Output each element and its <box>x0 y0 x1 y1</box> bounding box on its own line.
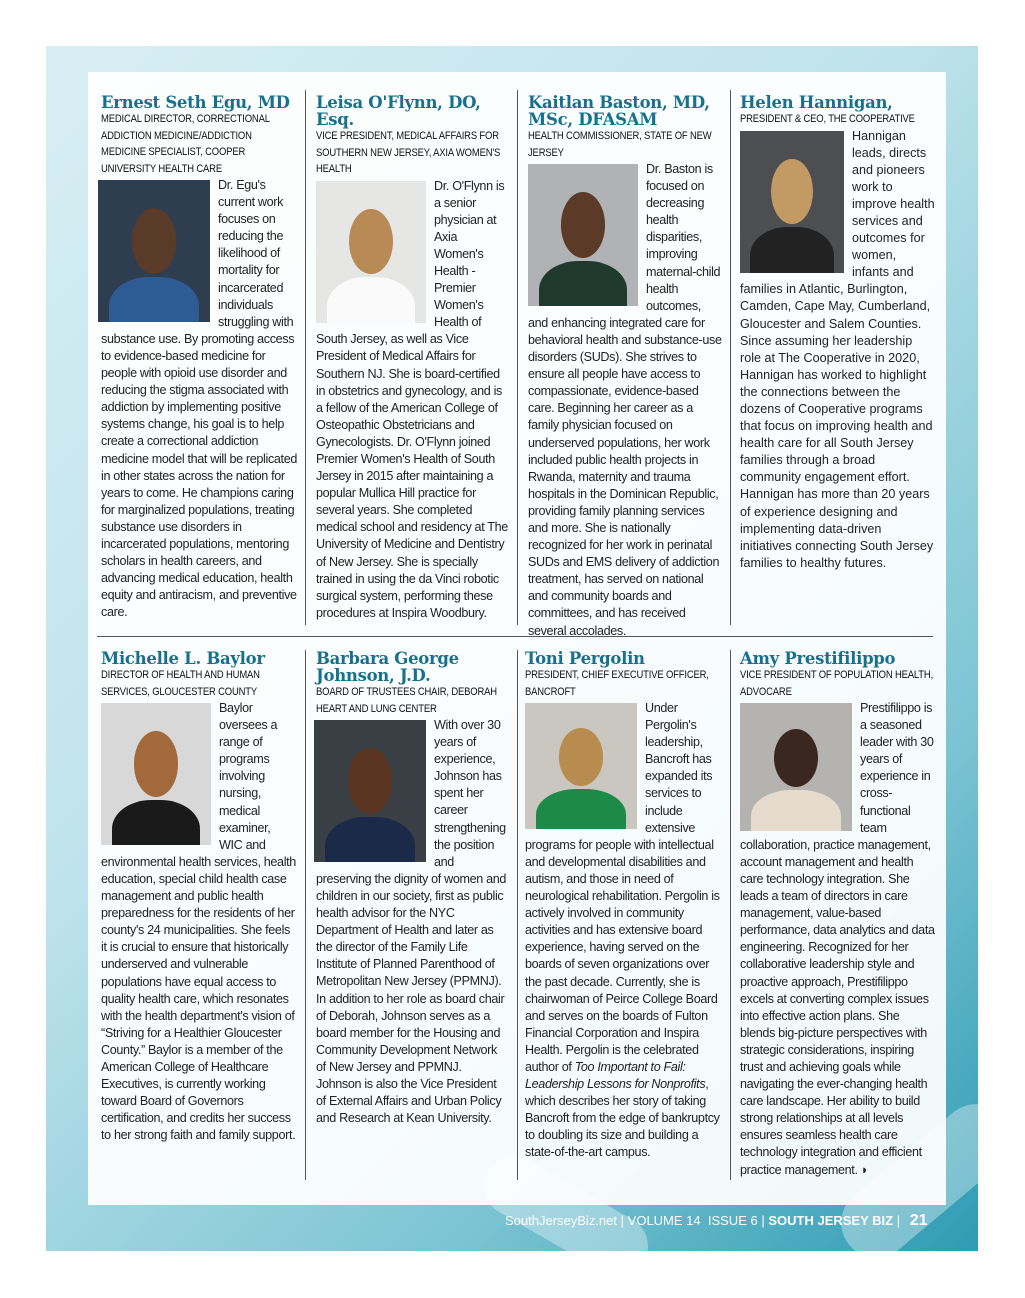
profile-photo <box>740 131 844 273</box>
profile-title: PRESIDENT & CEO, THE COOPERATIVE <box>740 113 915 125</box>
column-divider <box>305 90 306 625</box>
profile-johnson <box>316 650 508 1127</box>
profile-photo <box>316 181 426 323</box>
profile-photo <box>525 703 637 829</box>
column-divider <box>305 650 306 1180</box>
profile-oflynn <box>316 94 508 622</box>
footer-separator: | <box>620 1213 625 1228</box>
profile-name: Amy Prestifilippo <box>740 649 896 668</box>
profile-title: PRESIDENT, CHIEF EXECUTIVE OFFICER, BANCROFT <box>525 669 709 698</box>
profile-title: VICE PRESIDENT, MEDICAL AFFAIRS FOR SOUTHERN NEW JERSEY, AXIA WOMEN'S HEALTH <box>316 130 501 175</box>
profile-hannigan <box>740 94 936 572</box>
profile-name: Michelle L. Baylor <box>101 649 265 668</box>
profile-baylor <box>101 650 297 1144</box>
row-divider <box>97 636 933 637</box>
profile-photo <box>740 703 852 831</box>
column-divider <box>730 90 731 625</box>
footer-separator: | <box>896 1213 901 1228</box>
profile-name: Ernest Seth Egu, MD <box>101 93 290 112</box>
profile-prestifilippo <box>740 650 936 1179</box>
profile-title: VICE PRESIDENT OF POPULATION HEALTH, ADVOCARE <box>740 669 934 698</box>
bio-text: Under Pergolin's leadership, Bancroft has expanded its services to include extensive programs for people with intellectual and developmental disabilities and autism, and those in need of neurological rehabilitation. Pergolin is actively involved in community activities and has extensive board experience, having served on the boards of seven organizations over the past decade. Currently, she is chairwoman of Peirce College Board and serves on the boards of Fulton Financial Corporation and Inspira Health. Pergolin is the celebrated author of <box>525 701 720 1074</box>
column-divider <box>517 650 518 1180</box>
profile-bio: With over 30 years of experience, Johnson has spent her career strengthening the position and preserving the dignity of women and children in our society, first as public health advisor for the NYC Department of Health and later as the director of the Family Life Institute of Planned Parenthood of Metropolitan New Jersey (PPMNJ). In addition to her role as board chair of Deborah, Johnson serves as a board member for the Housing and Community Development Network of New Jersey and PPMNJ. Johnson is also the Vice President of External Affairs and Urban Policy and Research at Kean University. <box>316 718 507 1126</box>
profile-title: DIRECTOR OF HEALTH AND HUMAN SERVICES, GLOUCESTER COUNTY <box>101 669 260 698</box>
column-divider <box>517 90 518 625</box>
profile-photo <box>101 703 211 845</box>
profile-photo <box>314 720 426 862</box>
profile-pergolin <box>525 650 723 1162</box>
page-number: 21 <box>909 1212 928 1229</box>
profile-name: Toni Pergolin <box>525 649 645 668</box>
profile-title: BOARD OF TRUSTEES CHAIR, DEBORAH HEART AND LUNG CENTER <box>316 686 497 715</box>
bio-text: Prestifilippo is a seasoned leader with 30 years of experience in cross-functional team collaboration, practice management, account management and health care technology integration. She leads a team of directors in care management, value-based performance, data analytics and data engineering. Recognized for her collaborative leadership style and proactive approach, Prestifilippo excels at converting complex issues into effective action plans. She blends big-picture perspectives with strategic considerations, inspiring trust and achieving goals while navigating the ever-changing health care landscape. Her ability to build strong relationships at all levels ensures seamless health care technology integration and efficient practice management. <box>740 701 935 1177</box>
profile-bio: Hannigan leads, directs and pioneers work to improve health services and outcomes for women, infants and families in Atlantic, Burlington, Camden, Cape May, Cumberland, Gloucester and Salem Counties. Since assuming her leadership role at The Cooperative in 2020, Hannigan has worked to highlight the connections between the dozens of Cooperative programs that focus on improving health and health care for all South Jersey families through a broad community engagement effort. Hannigan has more than 20 years of experience designing and implementing data-driven initiatives connecting South Jersey families to healthy futures. <box>740 128 935 570</box>
book-title: Too Important to Fail: Leadership Lessons for Nonprofits <box>525 1059 706 1092</box>
end-mark-icon: ◗ <box>860 1162 869 1177</box>
column-divider <box>730 650 731 1180</box>
profile-bio: Dr. Baston is focused on decreasing health disparities, improving maternal-child health outcomes, and enhancing integrated care for behavioral health and substance-use disorders (SUDs). She strives to ensure all people have access to compassionate, evidence-based care. Beginning her career as a family physician focused on underserved populations, her work included public health projects in Rwanda, maternity and trauma hospitals in the Dominican Republic, providing family planning services and more. She is nationally recognized for her work in perinatal SUDs and EMS delivery of addiction treatment, has served on national and community boards and committees, and has received several accolades. <box>528 162 722 638</box>
profile-bio: Baylor oversees a range of programs involving nursing, medical examiner, WIC and environmental health services, health education, special child health case management and public health preparedness for the residents of her county's 24 municipalities. She feels it is crucial to ensure that historically underserved and vulnerable populations have equal access to quality health care, which resonates with the health department's vision of “Striving for a Healthier Gloucester County.” Baylor is a member of the American College of Healthcare Executives, is currently working toward Board of Governors certification, and credits her success to her strong faith and family support. <box>101 701 296 1143</box>
footer-separator: | <box>761 1213 765 1228</box>
footer-volume: VOLUME 14 ISSUE 6 <box>627 1213 758 1228</box>
profile-title: MEDICAL DIRECTOR, CORRECTIONAL ADDICTION MEDICINE/ADDICTION MEDICINE SPECIALIST, COOPER UNIVERSITY HEALTH CARE <box>101 113 270 175</box>
profile-name: Kaitlan Baston, MD, MSc, DFASAM <box>528 93 710 129</box>
footer-magazine: SOUTH JERSEY BIZ <box>768 1213 894 1228</box>
profile-photo <box>528 164 638 306</box>
profile-bio: Dr. O'Flynn is a senior physician at Axia Women's Health - Premier Women's Health of South Jersey, as well as Vice President of Medical Affairs for Southern NJ. She is board-certified in obstetrics and gynecology, and is a fellow of the American College of Osteopathic Obstetricians and Gynecologists. Dr. O'Flynn joined Premier Women's Health of South Jersey in 2015 after maintaining a popular Mullica Hill practice for several years. She completed medical school and residency at The University of Medicine and Dentistry of New Jersey. She is specially trained in using the da Vinci robotic surgical system, performing these procedures at Inspira Woodbury. <box>316 178 508 620</box>
bio-text: , which describes her story of taking Bancroft from the edge of bankruptcy to doubling its size and building a state-of-the-art campus. <box>525 1077 720 1160</box>
profile-photo <box>98 180 210 322</box>
profile-egu <box>101 94 297 621</box>
profile-baston <box>528 94 724 640</box>
profile-name: Helen Hannigan, <box>740 93 893 112</box>
profile-name: Barbara George Johnson, J.D. <box>316 649 459 685</box>
profile-name: Leisa O'Flynn, DO, Esq. <box>316 93 481 129</box>
footer-site: SouthJerseyBiz.net <box>505 1213 618 1228</box>
page-footer <box>505 1212 928 1230</box>
profile-bio: Dr. Egu's current work focuses on reducing the likelihood of mortality for incarcerated individuals struggling with substance use. By promoting access to evidence-based medicine for people with opioid use disorder and reducing the stigma associated with addiction by implementing positive systems change, his goal is to help create a correctional addiction medicine model that will be replicated in other states across the nation for years to come. He champions caring for marginalized populations, treating substance use disorders in incarcerated populations, mentoring scholars in health careers, and advancing medical education, health equity and antiracism, and preventive care. <box>101 178 298 620</box>
profile-title: HEALTH COMMISSIONER, STATE OF NEW JERSEY <box>528 130 712 159</box>
